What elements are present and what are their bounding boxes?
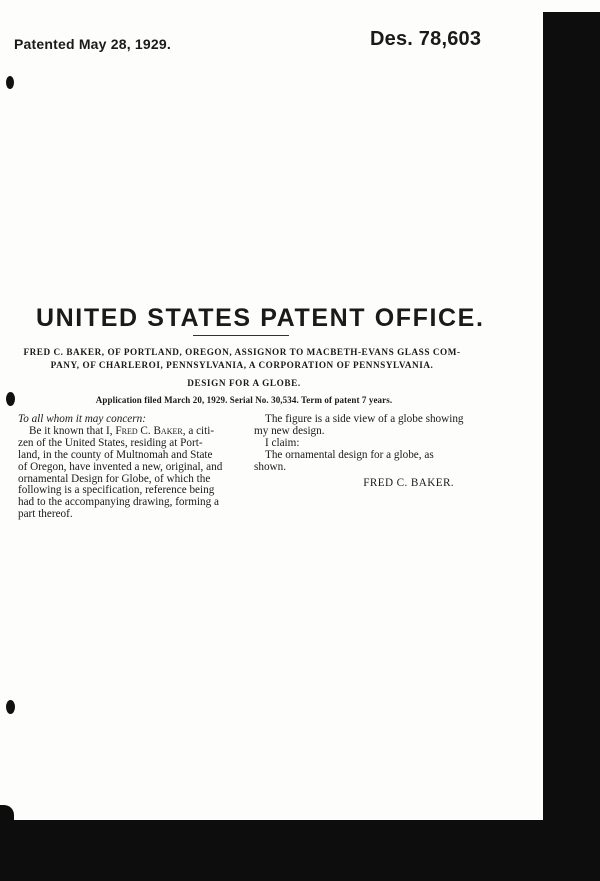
- inventor-name: Fred C. Baker: [115, 424, 183, 437]
- body-text: , a citi-: [182, 424, 215, 437]
- body-line: following is a specification, reference being: [18, 484, 215, 497]
- body-line: land, in the county of Multnomah and State: [18, 448, 213, 461]
- inventor-line: FRED C. BAKER, OF PORTLAND, OREGON, ASSIGNOR TO MACBETH-EVANS GLASS COM-: [23, 347, 461, 357]
- body-line: of Oregon, have invented a new, original, and: [18, 460, 223, 473]
- claim-line: shown.: [254, 460, 287, 473]
- punch-hole-mark: [6, 76, 14, 89]
- punch-hole-mark: [6, 700, 15, 714]
- specification-column: [18, 414, 240, 521]
- inventor-statement: [22, 346, 462, 371]
- scan-border-right: [543, 12, 600, 881]
- body-line: The figure is a side view of a globe showing: [265, 413, 464, 425]
- punch-hole-mark: [6, 392, 15, 406]
- body-line: ornamental Design for Globe, of which the: [18, 472, 211, 485]
- body-line: zen of the United States, residing at Port-: [18, 436, 203, 449]
- filing-info: Application filed March 20, 1929. Serial No. 30,534. Term of patent 7 years.: [95, 395, 393, 405]
- title-divider: [193, 335, 289, 336]
- patent-date: Patented May 28, 1929.: [14, 36, 171, 52]
- body-text: Be it known that I,: [29, 424, 116, 437]
- claim-line: The ornamental design for a globe, as: [265, 448, 434, 461]
- claim-column: [254, 414, 466, 489]
- body-line: had to the accompanying drawing, forming a: [18, 496, 220, 509]
- design-title: DESIGN FOR A GLOBE.: [187, 378, 301, 388]
- salutation: To all whom it may concern:: [18, 413, 146, 425]
- body-line: my new design.: [254, 424, 325, 437]
- claim-heading: I claim:: [265, 436, 300, 449]
- office-title: UNITED STATES PATENT OFFICE.: [36, 304, 485, 332]
- design-number: Des. 78,603: [370, 28, 482, 50]
- inventor-line: PANY, OF CHARLEROI, PENNSYLVANIA, A CORPORATION OF PENNSYLVANIA.: [50, 359, 434, 370]
- body-line: part thereof.: [18, 508, 73, 521]
- scan-border-bottom: [0, 820, 600, 881]
- scan-border-corner: [0, 805, 14, 825]
- signature: FRED C. BAKER.: [363, 476, 454, 489]
